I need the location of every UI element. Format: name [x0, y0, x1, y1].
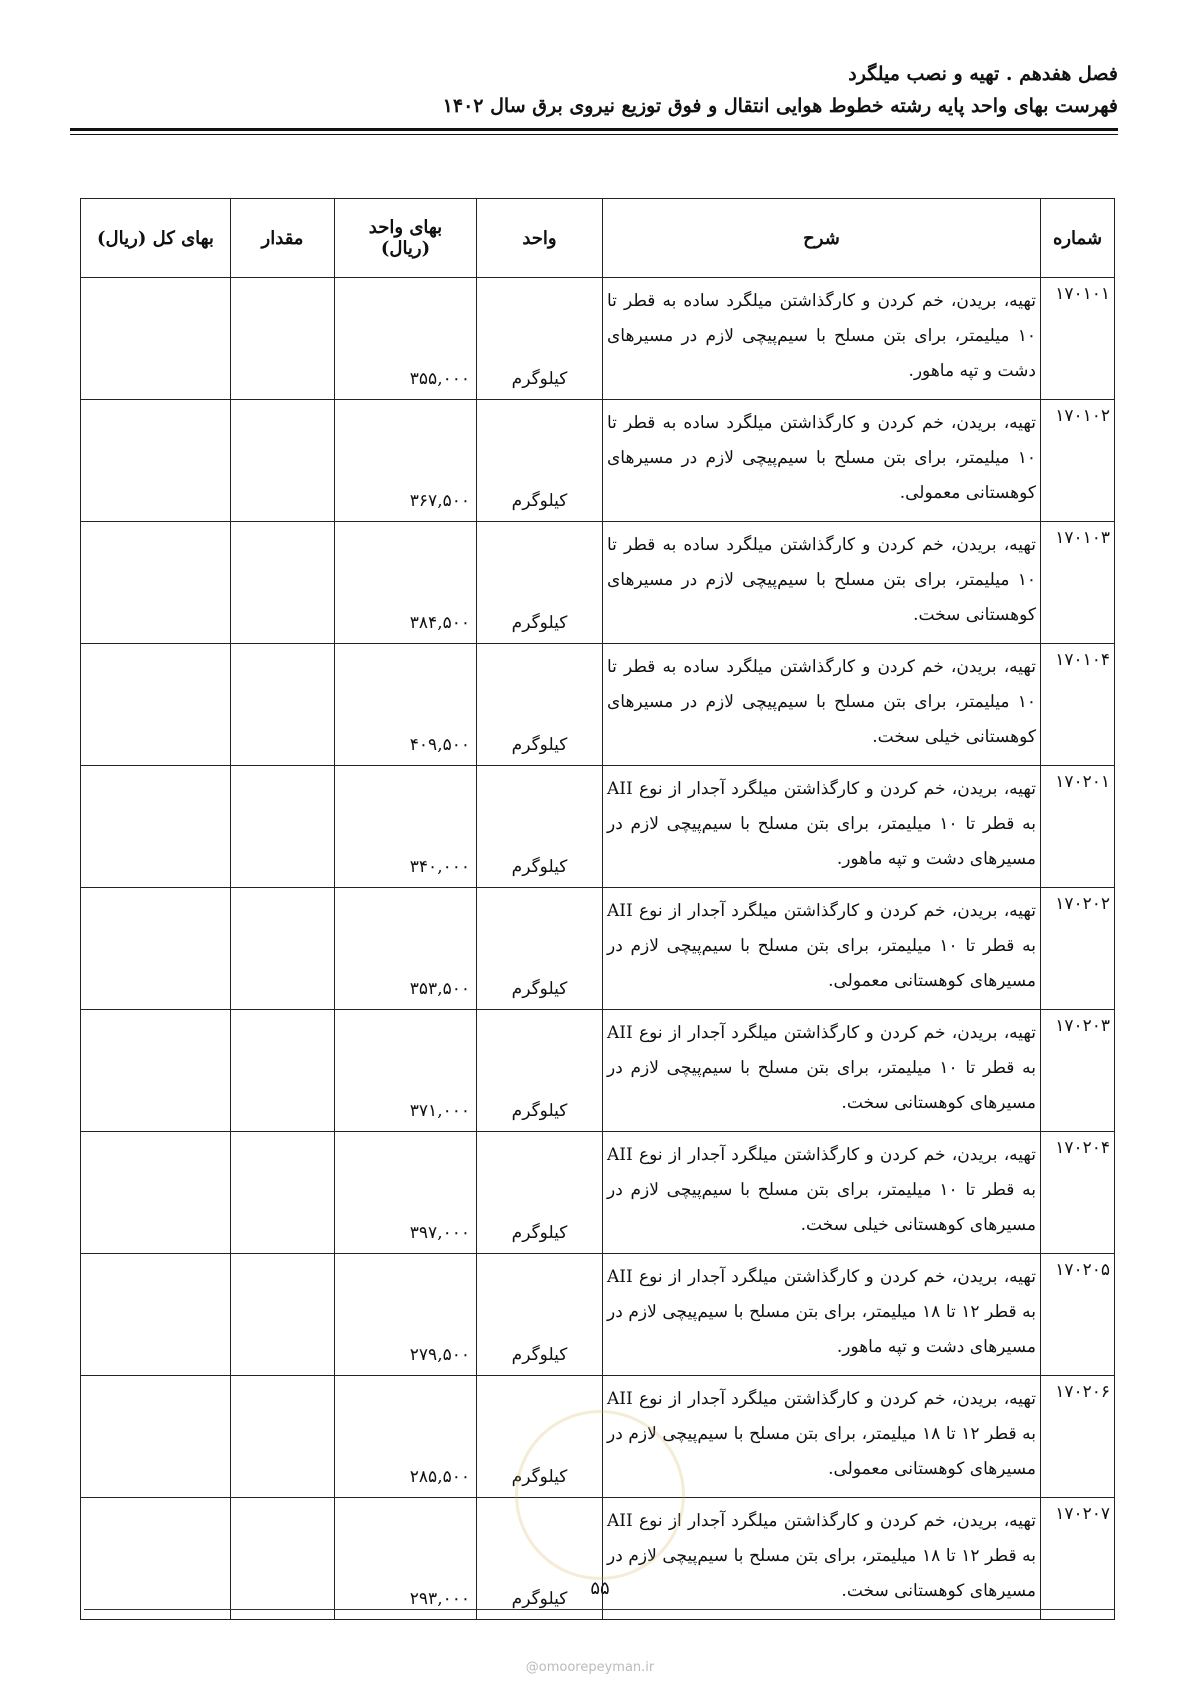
table-row — [81, 1132, 1115, 1254]
row-total — [81, 1498, 231, 1620]
row-unit-price: ۳۹۷,۰۰۰ — [335, 1132, 477, 1254]
row-unit: کیلوگرم — [477, 644, 603, 766]
table-row — [81, 766, 1115, 888]
row-code: ۱۷۰۱۰۲ — [1041, 400, 1115, 522]
document-title: فهرست بهای واحد پایه رشته خطوط هوایی انتقال و فوق توزیع نیروی برق سال ۱۴۰۲ — [442, 95, 1118, 117]
row-unit: کیلوگرم — [477, 888, 603, 1010]
row-unit-price: ۳۴۰,۰۰۰ — [335, 766, 477, 888]
row-unit-price: ۲۹۳,۰۰۰ — [335, 1498, 477, 1620]
price-table — [80, 198, 1115, 1620]
page-number: ۵۵ — [590, 1578, 610, 1599]
row-description: تهیه، بریدن، خم کردن و کارگذاشتن میلگرد آجدار از نوع AII به قطر تا ۱۰ میلیمتر، برای بتن مسلح با سیم‌پیچی لازم در مسیرهای کوهستانی معمولی. — [603, 888, 1041, 1010]
row-quantity — [231, 644, 335, 766]
header-unit: واحد — [477, 199, 603, 278]
row-unit: کیلوگرم — [477, 1498, 603, 1620]
row-total — [81, 888, 231, 1010]
row-description: تهیه، بریدن، خم کردن و کارگذاشتن میلگرد ساده به قطر تا ۱۰ میلیمتر، برای بتن مسلح با سیم‌پیچی لازم در مسیرهای کوهستانی خیلی سخت. — [603, 644, 1041, 766]
row-code: ۱۷۰۲۰۱ — [1041, 766, 1115, 888]
header-rule-thick — [70, 128, 1118, 131]
row-unit-price: ۲۷۹,۵۰۰ — [335, 1254, 477, 1376]
footer-rule — [84, 1609, 1114, 1610]
row-total — [81, 400, 231, 522]
row-total — [81, 766, 231, 888]
row-unit: کیلوگرم — [477, 1010, 603, 1132]
row-quantity — [231, 1132, 335, 1254]
row-unit-price: ۲۸۵,۵۰۰ — [335, 1376, 477, 1498]
row-code: ۱۷۰۱۰۱ — [1041, 278, 1115, 400]
row-unit-price: ۳۷۱,۰۰۰ — [335, 1010, 477, 1132]
row-code: ۱۷۰۲۰۶ — [1041, 1376, 1115, 1498]
row-unit-price: ۳۸۴,۵۰۰ — [335, 522, 477, 644]
header-quantity: مقدار — [231, 199, 335, 278]
row-total — [81, 644, 231, 766]
row-code: ۱۷۰۱۰۳ — [1041, 522, 1115, 644]
row-unit: کیلوگرم — [477, 278, 603, 400]
row-code: ۱۷۰۲۰۲ — [1041, 888, 1115, 1010]
row-unit-price: ۳۶۷,۵۰۰ — [335, 400, 477, 522]
table-row — [81, 888, 1115, 1010]
header-unit-price-label: بهای واحد — [368, 217, 443, 238]
row-unit-price: ۳۵۵,۰۰۰ — [335, 278, 477, 400]
row-code: ۱۷۰۲۰۵ — [1041, 1254, 1115, 1376]
header-description: شرح — [603, 199, 1041, 278]
table-row — [81, 400, 1115, 522]
row-description: تهیه، بریدن، خم کردن و کارگذاشتن میلگرد ساده به قطر تا ۱۰ میلیمتر، برای بتن مسلح با سیم‌پیچی لازم در مسیرهای دشت و تپه ماهور. — [603, 278, 1041, 400]
row-quantity — [231, 766, 335, 888]
row-code: ۱۷۰۲۰۳ — [1041, 1010, 1115, 1132]
row-quantity — [231, 1376, 335, 1498]
row-description: تهیه، بریدن، خم کردن و کارگذاشتن میلگرد ساده به قطر تا ۱۰ میلیمتر، برای بتن مسلح با سیم‌پیچی لازم در مسیرهای کوهستانی سخت. — [603, 522, 1041, 644]
header-code: شماره — [1041, 199, 1115, 278]
row-description: تهیه، بریدن، خم کردن و کارگذاشتن میلگرد آجدار از نوع AII به قطر ۱۲ تا ۱۸ میلیمتر، برای بتن مسلح با سیم‌پیچی لازم در مسیرهای کوهستانی معمولی. — [603, 1376, 1041, 1498]
row-unit: کیلوگرم — [477, 1254, 603, 1376]
header-unit-price — [335, 199, 477, 278]
row-total — [81, 522, 231, 644]
row-total — [81, 278, 231, 400]
row-description: تهیه، بریدن، خم کردن و کارگذاشتن میلگرد آجدار از نوع AII به قطر تا ۱۰ میلیمتر، برای بتن مسلح با سیم‌پیچی لازم در مسیرهای کوهستانی خیلی سخت. — [603, 1132, 1041, 1254]
row-unit: کیلوگرم — [477, 1376, 603, 1498]
row-quantity — [231, 1010, 335, 1132]
row-description: تهیه، بریدن، خم کردن و کارگذاشتن میلگرد آجدار از نوع AII به قطر تا ۱۰ میلیمتر، برای بتن مسلح با سیم‌پیچی لازم در مسیرهای دشت و تپه ماهور. — [603, 766, 1041, 888]
table-row — [81, 278, 1115, 400]
table-row — [81, 522, 1115, 644]
table-row — [81, 644, 1115, 766]
row-quantity — [231, 1498, 335, 1620]
row-quantity — [231, 888, 335, 1010]
row-description: تهیه، بریدن، خم کردن و کارگذاشتن میلگرد آجدار از نوع AII به قطر تا ۱۰ میلیمتر، برای بتن مسلح با سیم‌پیچی لازم در مسیرهای کوهستانی سخت. — [603, 1010, 1041, 1132]
row-unit: کیلوگرم — [477, 522, 603, 644]
row-unit: کیلوگرم — [477, 1132, 603, 1254]
header-rule-thin — [70, 134, 1118, 135]
table-header-row — [81, 199, 1115, 278]
table-row — [81, 1010, 1115, 1132]
row-quantity — [231, 400, 335, 522]
row-total — [81, 1254, 231, 1376]
row-description: تهیه، بریدن، خم کردن و کارگذاشتن میلگرد آجدار از نوع AII به قطر ۱۲ تا ۱۸ میلیمتر، برای بتن مسلح با سیم‌پیچی لازم در مسیرهای کوهستانی سخت. — [603, 1498, 1041, 1620]
row-unit-price: ۳۵۳,۵۰۰ — [335, 888, 477, 1010]
row-quantity — [231, 278, 335, 400]
header-total: بهای کل (ریال) — [81, 199, 231, 278]
table-row — [81, 1254, 1115, 1376]
header-unit-price-currency: (ریال) — [380, 238, 431, 259]
row-code: ۱۷۰۲۰۴ — [1041, 1132, 1115, 1254]
row-unit-price: ۴۰۹,۵۰۰ — [335, 644, 477, 766]
website-watermark: @omoorepeyman.ir — [525, 1660, 655, 1675]
row-quantity — [231, 1254, 335, 1376]
watermark-seal — [515, 1410, 685, 1580]
row-code: ۱۷۰۱۰۴ — [1041, 644, 1115, 766]
row-unit: کیلوگرم — [477, 400, 603, 522]
row-description: تهیه، بریدن، خم کردن و کارگذاشتن میلگرد آجدار از نوع AII به قطر ۱۲ تا ۱۸ میلیمتر، برای بتن مسلح با سیم‌پیچی لازم در مسیرهای دشت و تپه ماهور. — [603, 1254, 1041, 1376]
chapter-title: فصل هفدهم . تهیه و نصب میلگرد — [848, 63, 1118, 85]
row-unit: کیلوگرم — [477, 766, 603, 888]
row-quantity — [231, 522, 335, 644]
page-header — [70, 58, 1118, 122]
row-description: تهیه، بریدن، خم کردن و کارگذاشتن میلگرد ساده به قطر تا ۱۰ میلیمتر، برای بتن مسلح با سیم‌پیچی لازم در مسیرهای کوهستانی معمولی. — [603, 400, 1041, 522]
row-code: ۱۷۰۲۰۷ — [1041, 1498, 1115, 1620]
row-total — [81, 1376, 231, 1498]
row-total — [81, 1010, 231, 1132]
row-total — [81, 1132, 231, 1254]
